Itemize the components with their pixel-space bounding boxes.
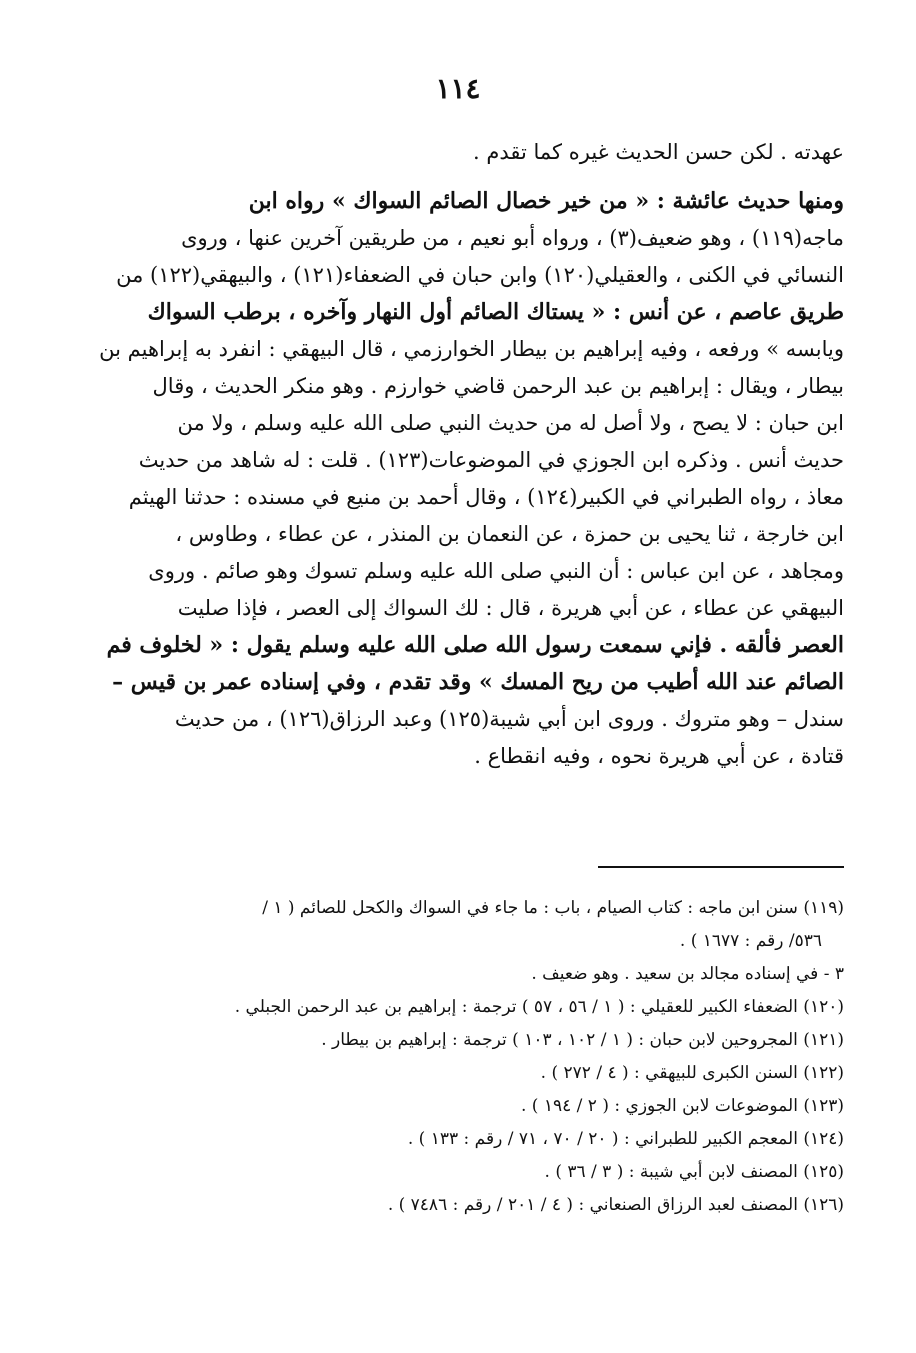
text-line: معاذ ، رواه الطبراني في الكبير(١٢٤) ، وقال أحمد بن منيع في مسنده : حدثنا الهيثم bbox=[128, 485, 844, 509]
text-line: البيهقي عن عطاء ، عن أبي هريرة ، قال : لك السواك إلى العصر ، فإذا صليت bbox=[177, 596, 844, 620]
paragraph-gap bbox=[74, 171, 844, 183]
text-line: ويابسه » ورفعه ، وفيه إبراهيم بن بيطار الخوارزمي ، قال البيهقي : انفرد به إبراهيم بن bbox=[99, 337, 844, 361]
text-line: ومجاهد ، عن ابن عباس : أن النبي صلى الله عليه وسلم تسوك وهو صائم . وروى bbox=[148, 559, 844, 583]
footnote-separator bbox=[598, 866, 844, 868]
footnote: (١٢٢) السنن الكبرى للبيهقي : ( ٤ / ٢٧٢ ) . bbox=[540, 1063, 844, 1083]
footnote: (١٢٤) المعجم الكبير للطبراني : ( ٢٠ / ٧٠ ، ٧١ / رقم : ١٣٣ ) . bbox=[407, 1129, 844, 1149]
text-line: ابن خارجة ، ثنا يحيى بن حمزة ، عن النعمان بن المنذر ، عن عطاء ، وطاوس ، bbox=[175, 522, 844, 546]
text-line: ماجه(١١٩) ، وهو ضعيف(٣) ، ورواه أبو نعيم ، من طريقين آخرين عنها ، وروى bbox=[181, 226, 844, 250]
text-line: عهدته . لكن حسن الحديث غيره كما تقدم . bbox=[473, 140, 844, 164]
footnote: (١٢٥) المصنف لابن أبي شيبة : ( ٣ / ٣٦ ) . bbox=[544, 1162, 844, 1182]
main-text bbox=[74, 134, 844, 775]
footnotes bbox=[64, 892, 844, 1222]
footnote: (١٢٦) المصنف لعبد الرزاق الصنعاني : ( ٤ / ٢٠١ / رقم : ٧٤٨٦ ) . bbox=[387, 1195, 844, 1215]
footnote: (١١٩) سنن ابن ماجه : كتاب الصيام ، باب : ما جاء في السواك والكحل للصائم ( ١ / bbox=[262, 898, 844, 918]
text-line: النسائي في الكنى ، والعقيلي(١٢٠) وابن حبان في الضعفاء(١٢١) ، والبيهقي(١٢٢) من bbox=[116, 263, 844, 287]
footnote-continuation: ٥٣٦/ رقم : ١٦٧٧ ) . bbox=[679, 931, 822, 951]
footnote: (١٢٠) الضعفاء الكبير للعقيلي : ( ١ / ٥٦ ، ٥٧ ) ترجمة : إبراهيم بن عبد الرحمن الجبلي . bbox=[234, 997, 844, 1017]
text-line: العصر فألقه . فإني سمعت رسول الله صلى الله عليه وسلم يقول : « لخلوف فم bbox=[106, 632, 844, 658]
page-number: ١١٤ bbox=[435, 72, 481, 105]
text-line: ابن حبان : لا يصح ، ولا أصل له من حديث النبي صلى الله عليه وسلم ، ولا من bbox=[177, 411, 844, 435]
text-line: طريق عاصم ، عن أنس : « يستاك الصائم أول النهار وآخره ، برطب السواك bbox=[147, 299, 844, 325]
footnote: ٣ - في إسناده مجالد بن سعيد . وهو ضعيف . bbox=[531, 964, 844, 984]
text-line: ومنها حديث عائشة : « من خير خصال الصائم السواك » رواه ابن bbox=[248, 188, 844, 214]
footnote: (١٢١) المجروحين لابن حبان : ( ١ / ١٠٢ ، ١٠٣ ) ترجمة : إبراهيم بن بيطار . bbox=[321, 1030, 844, 1050]
text-line: بيطار ، ويقال : إبراهيم بن عبد الرحمن قاضي خوارزم . وهو منكر الحديث ، وقال bbox=[152, 374, 844, 398]
text-line: سندل – وهو متروك . وروى ابن أبي شيبة(١٢٥) وعبد الرزاق(١٢٦) ، من حديث bbox=[174, 707, 844, 731]
footnote: (١٢٣) الموضوعات لابن الجوزي : ( ٢ / ١٩٤ ) . bbox=[521, 1096, 844, 1116]
text-line: قتادة ، عن أبي هريرة نحوه ، وفيه انقطاع . bbox=[474, 744, 844, 768]
text-line: الصائم عند الله أطيب من ريح المسك » وقد تقدم ، وفي إسناده عمر بن قيس – bbox=[112, 669, 844, 695]
text-line: حديث أنس . وذكره ابن الجوزي في الموضوعات(١٢٣) . قلت : له شاهد من حديث bbox=[138, 448, 844, 472]
